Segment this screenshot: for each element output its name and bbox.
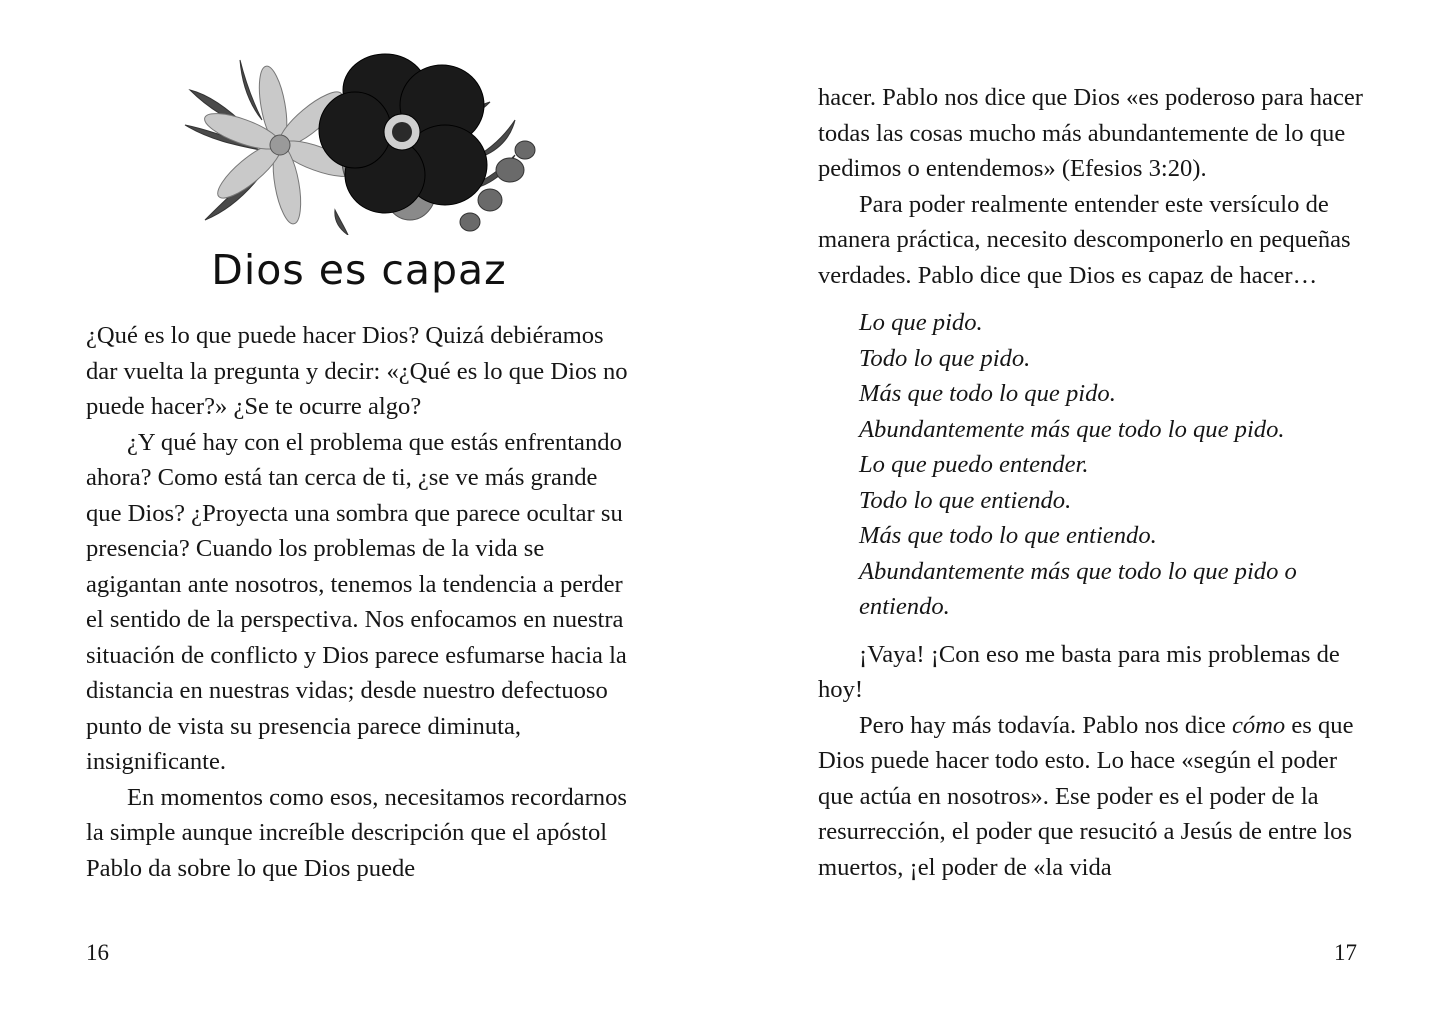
paragraph: ¡Vaya! ¡Con eso me basta para mis problemas de hoy! — [818, 640, 1340, 703]
poem-line: entiendo. — [859, 593, 950, 620]
right-body-text — [818, 80, 1378, 885]
left-page — [0, 0, 722, 1020]
poem-line: Lo que pido. — [859, 309, 983, 336]
chapter-title: Dios es capaz — [211, 246, 507, 294]
paragraph-text: es que Dios puede hacer todo esto. Lo hace «según el poder que actúa en nosotros». Ese poder es el poder de la resurrección, el poder que resucitó a Jesús de entre los muertos, ¡el poder de «la vida — [818, 711, 1354, 881]
poem-line: Abundantemente más que todo lo que pido. — [859, 415, 1285, 443]
page-number: 16 — [86, 940, 109, 965]
poem-line: Más que todo lo que entiendo. — [859, 522, 1157, 549]
right-page — [722, 0, 1445, 1020]
poem-line: Más que todo lo que pido. — [859, 380, 1116, 407]
poem-line: Todo lo que entiendo. — [859, 486, 1072, 514]
page-number: 17 — [1334, 940, 1357, 965]
poem-line: Todo lo que pido. — [859, 344, 1031, 372]
poem-line: Lo que puedo entender. — [859, 451, 1089, 478]
floral-illustration-icon — [170, 50, 550, 235]
emphasis-text: cómo — [1231, 711, 1286, 739]
paragraph: Para poder realmente entender este versículo de manera práctica, necesito descomponerlo en pequeñas verdades. Pablo dice que Dios es capaz de hacer… — [818, 190, 1351, 289]
poem-line: Abundantemente más que todo lo que pido o — [859, 557, 1297, 585]
paragraph: ¿Qué es lo que puede hacer Dios? Quizá debiéramos dar vuelta la pregunta y decir: «¿Qué es lo que Dios no puede hacer?» ¿Se te ocurre algo? — [86, 322, 628, 420]
paragraph: ¿Y qué hay con el problema que estás enfrentando ahora? Como está tan cerca de ti, ¿se ve más grande que Dios? ¿Proyecta una sombra que parece ocultar su presencia? Cuando los problemas de la vida se agigantan ante nosotros, tenemos la tendencia a perder el sentido de la perspectiva. Nos enfocamos en nuestra situación de conflicto y Dios parece esfumarse hacia la distancia en nuestras vidas; desde nuestro defectuoso punto de vista su presencia parece diminuta, insignificante. — [86, 428, 627, 775]
paragraph-text: Pero hay más todavía. Pablo nos dice — [859, 711, 1232, 739]
paragraph: En momentos como esos, necesitamos recordarnos la simple aunque increíble descripción que el apóstol Pablo da sobre lo que Dios puede — [86, 783, 627, 882]
paragraph: hacer. Pablo nos dice que Dios «es poderoso para hacer todas las cosas mucho más abundantemente de lo que pedimos o entendemos» (Efesios 3:20). — [818, 84, 1363, 182]
left-body-text — [86, 318, 636, 886]
paragraph — [818, 708, 1378, 886]
